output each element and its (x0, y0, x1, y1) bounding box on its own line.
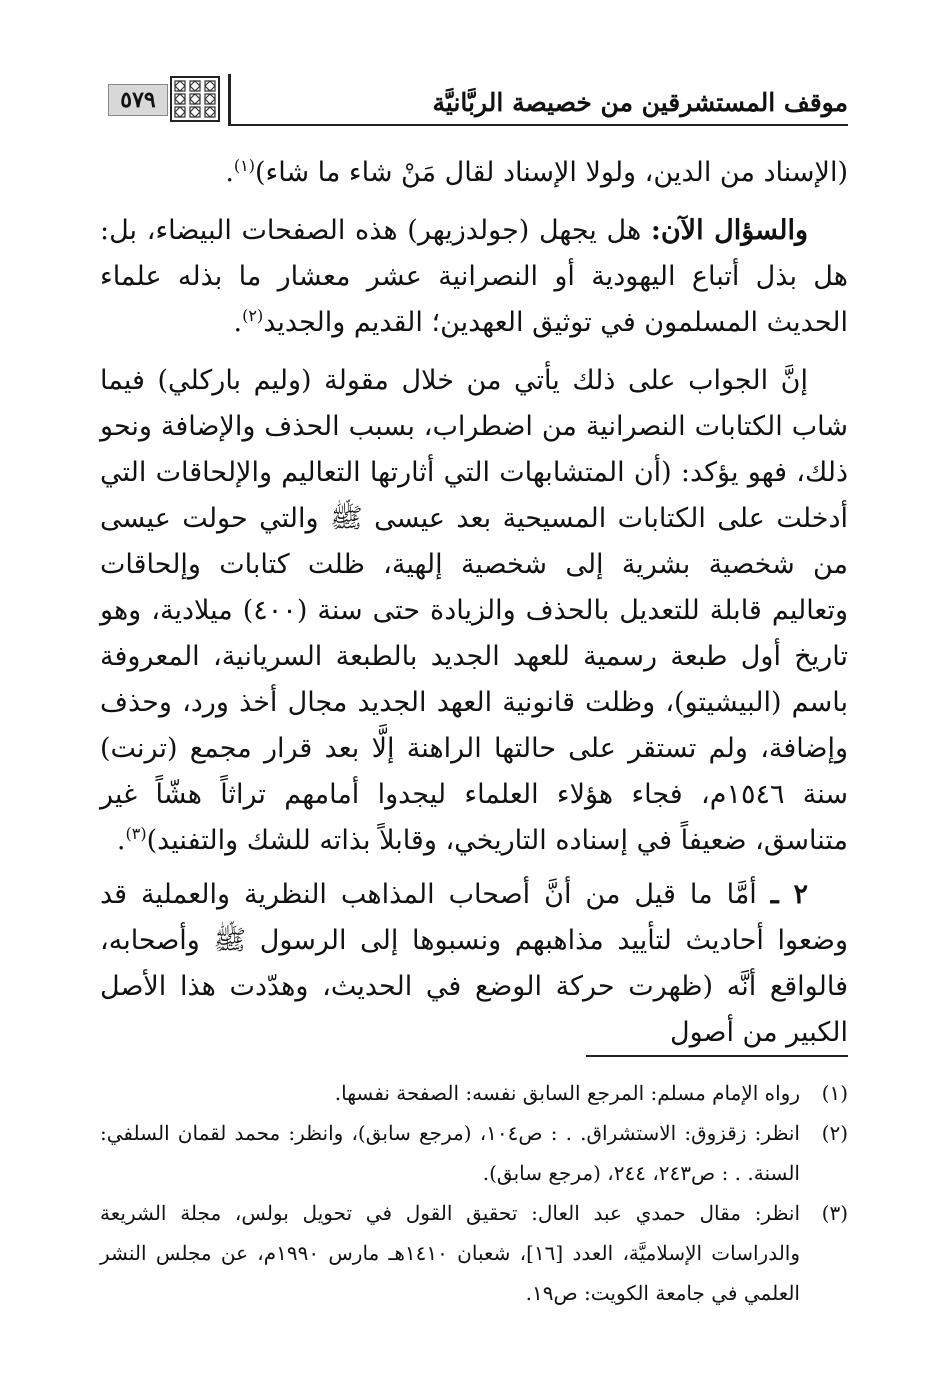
main-text (100, 150, 848, 1068)
footnote-3 (100, 1193, 848, 1313)
footnote-1 (100, 1073, 848, 1113)
footnote-separator (586, 1055, 848, 1057)
running-title: موقف المستشرقين من خصيصة الربَّانيَّة (432, 88, 848, 117)
geometric-ornament-icon (170, 76, 220, 122)
paragraph-4: ٢ ـ أمَّا ما قيل من أنَّ أصحاب المذاهب النظرية والعملية قد وضعوا أحاديث لتأييد مذاهبهم ونسبوها إلى الرسول ﷺ وأصحابه، فالواقع أنَّه (ظهرت حركة الوضع في الحديث، وهدّدت هذا الأصل الكبير من أصول (100, 879, 848, 1048)
page-number: ٥٧٩ (108, 84, 168, 116)
page-header (100, 72, 848, 128)
item-number: ٢ ـ (770, 879, 808, 910)
footnote-text: رواه الإمام مسلم: المرجع السابق نفسه: الصفحة نفسها. (334, 1081, 800, 1105)
footnotes (100, 1073, 848, 1313)
footnote-text: انظر: زقزوق: الاستشراق. . : ص١٠٤، (مرجع سابق)، وانظر: محمد لقمان السلفي: السنة. . : ص٢٤٣، ٢٤٤، (مرجع سابق). (100, 1121, 800, 1185)
footnote-text: انظر: مقال حمدي عبد العال: تحقيق القول في تحويل بولس، مجلة الشريعة والدراسات الإسلاميَّة، العدد [١٦]، شعبان ١٤١٠هـ مارس ١٩٩٠م، عن مجلس النشر العلمي في جامعة الكويت: ص١٩. (100, 1201, 801, 1305)
footnote-number: (١) (821, 1081, 848, 1105)
footnote-ref-3: (٣) (125, 824, 147, 843)
footnote-number: (٢) (821, 1121, 848, 1145)
paragraph-1: (الإسناد من الدين، ولولا الإسناد لقال مَنْ شاء ما شاء)$^{(١)}$. (225, 156, 848, 188)
header-divider (228, 74, 231, 126)
footnote-number: (٣) (821, 1201, 848, 1225)
paragraph-2: والسؤال الآن: هل يجهل (جولدزيهر) هذه الصفحات البيضاء، بل: هل بذل أتباع اليهودية أو النصرانية عشر معشار ما بذله علماء الحديث المسلمون في توثيق العهدين؛ القديم والجديد$^{(٢)}$. (100, 215, 848, 338)
paragraph-3: إنَّ الجواب على ذلك يأتي من خلال مقولة (وليم باركلي) فيما شاب الكتابات النصرانية من اضطراب، بسبب الحذف والإضافة ونحو ذلك، فهو يؤكد: (أن المتشابهات التي أثارتها التعاليم والإلحاقات التي أدخلت على الكتابات المسيحية بعد عيسى ﷺ والتي حولت عيسى من شخصية بشرية إلى شخصية إلهية، ظلت كتابات وإلحاقات وتعاليم قابلة للتعديل بالحذف والزيادة حتى سنة (٤٠٠) ميلادية، وهو تاريخ أول طبعة رسمية للعهد الجديد بالطبعة السريانية، المعروفة باسم (البيشيتو)، وظلت قانونية العهد الجديد مجال أخذ ورد، وحذف وإضافة، ولم تستقر على حالتها الراهنة إلَّا بعد قرار مجمع (ترنت) سنة ١٥٤٦م، فجاء هؤلاء العلماء ليجدوا أمامهم تراثاً هشّاً غير متناسق، ضعيفاً في إسناده التاريخي، وقابلاً بذاته للشك والتفنيد)$^{(٣)}$. (100, 365, 849, 856)
paragraph-lead: والسؤال الآن: (650, 215, 808, 246)
footnote-ref-1: (١) (233, 156, 255, 175)
footnote-2 (100, 1113, 848, 1193)
header-rule (228, 124, 848, 126)
footnote-ref-2: (٢) (242, 306, 264, 325)
